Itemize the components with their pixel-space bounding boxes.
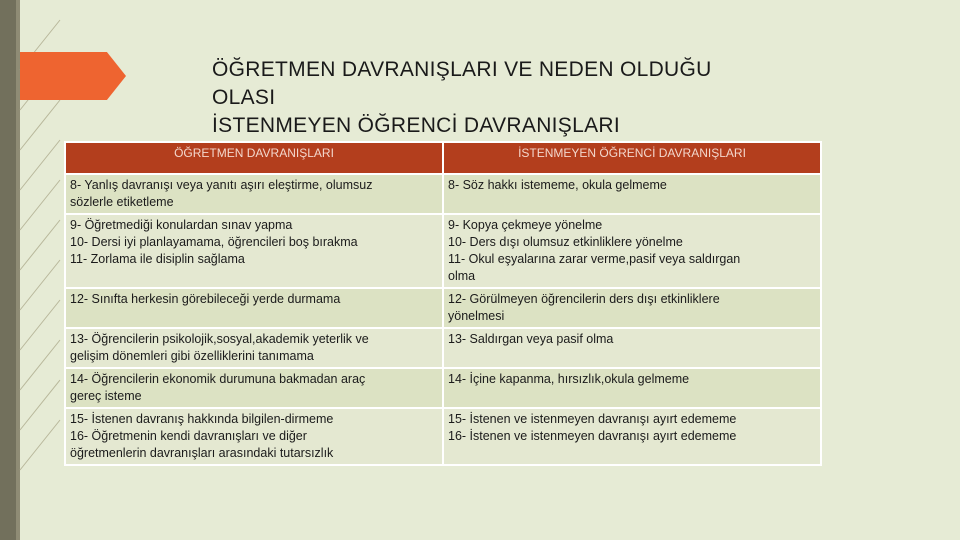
teacher-cell (65, 174, 443, 214)
student-cell (443, 368, 821, 408)
title-line-2: OLASI (212, 86, 276, 109)
cell-text: 15- İstenen davranış hakkında bilgilen-dirmeme (70, 412, 334, 426)
behaviors-table (64, 141, 822, 466)
table-row (65, 174, 821, 214)
cell-text: 10- Ders dışı olumsuz etkinliklere yönelme (448, 235, 683, 249)
table-row (65, 368, 821, 408)
student-cell (443, 328, 821, 368)
teacher-cell (65, 328, 443, 368)
student-cell (443, 174, 821, 214)
cell-text: gelişim dönemleri gibi özelliklerini tanımama (70, 349, 314, 363)
cell-text: 12- Sınıfta herkesin görebileceği yerde durmama (70, 292, 341, 306)
header-teacher-behaviors: ÖĞRETMEN DAVRANIŞLARI (65, 142, 443, 174)
cell-text: yönelmesi (448, 309, 505, 323)
title-line-3: İSTENMEYEN ÖĞRENCİ DAVRANIŞLARI (212, 114, 620, 137)
cell-text: 13- Saldırgan veya pasif olma (448, 332, 614, 346)
cell-text: olma (448, 269, 476, 283)
cell-text: 12- Görülmeyen öğrencilerin ders dışı etkinliklere (448, 292, 720, 306)
cell-text: 16- Öğretmenin kendi davranışları ve diğer (70, 429, 307, 443)
student-cell (443, 214, 821, 288)
cell-text: 10- Dersi iyi planlayamama, öğrencileri boş bırakma (70, 235, 358, 249)
teacher-cell (65, 288, 443, 328)
cell-text: gereç isteme (70, 389, 142, 403)
cell-text: 14- İçine kapanma, hırsızlık,okula gelmeme (448, 372, 690, 386)
cell-text: 8- Söz hakkı istememe, okula gelmeme (448, 178, 667, 192)
student-cell (443, 408, 821, 465)
cell-text: öğretmenlerin davranışları arasındaki tutarsızlık (70, 446, 334, 460)
cell-text: sözlerle etiketleme (70, 195, 174, 209)
cell-text: 9- Öğretmediği konulardan sınav yapma (70, 218, 293, 232)
left-decor-bar (0, 0, 16, 540)
teacher-cell (65, 214, 443, 288)
cell-text: 15- İstenen ve istenmeyen davranışı ayırt edememe (448, 412, 737, 426)
table-row (65, 288, 821, 328)
cell-text: 9- Kopya çekmeye yönelme (448, 218, 603, 232)
teacher-cell (65, 408, 443, 465)
accent-arrow-shape (20, 52, 126, 100)
teacher-cell (65, 368, 443, 408)
cell-text: 13- Öğrencilerin psikolojik,sosyal,akademik yeterlik ve (70, 332, 369, 346)
slide-title (212, 56, 852, 140)
student-cell (443, 288, 821, 328)
table-row (65, 214, 821, 288)
table-row (65, 328, 821, 368)
cell-text: 11- Okul eşyalarına zarar verme,pasif veya saldırgan (448, 252, 741, 266)
cell-text: 16- İstenen ve istenmeyen davranışı ayırt edememe (448, 429, 737, 443)
table-header-row (65, 142, 821, 174)
cell-text: 8- Yanlış davranışı veya yanıtı aşırı eleştirme, olumsuz (70, 178, 373, 192)
left-decor-bar-inner (16, 0, 20, 540)
table-row (65, 408, 821, 465)
cell-text: 11- Zorlama ile disiplin sağlama (70, 252, 245, 266)
cell-text: 14- Öğrencilerin ekonomik durumuna bakmadan araç (70, 372, 366, 386)
header-student-behaviors: İSTENMEYEN ÖĞRENCİ DAVRANIŞLARI (443, 142, 821, 174)
title-line-1: ÖĞRETMEN DAVRANIŞLARI VE NEDEN OLDUĞU (212, 58, 712, 81)
